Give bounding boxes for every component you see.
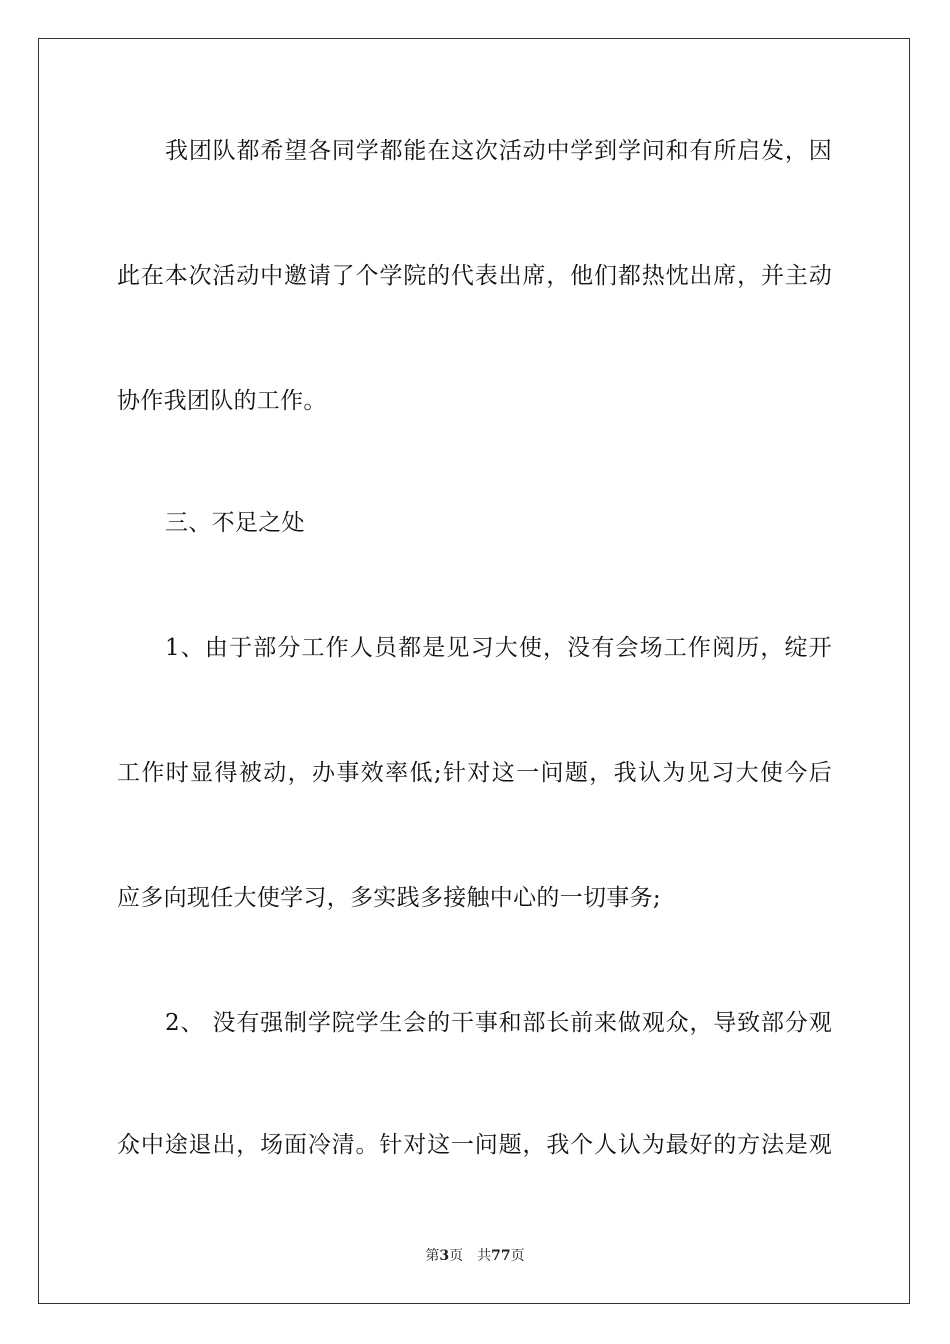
paragraph-2-line-2: 工作时显得被动，办事效率低;针对这一问题，我认为见习大使今后 — [117, 760, 832, 786]
paragraph-1-line-2: 此在本次活动中邀请了个学院的代表出席，他们都热忱出席，并主动 — [117, 263, 832, 289]
page-footer — [0, 1246, 950, 1266]
footer-page-suffix: 页 — [449, 1248, 464, 1264]
paragraph-3-line-2: 众中途退出，场面冷清。针对这一问题，我个人认为最好的方法是观 — [117, 1132, 832, 1158]
footer-page-prefix: 第 — [425, 1248, 440, 1264]
paragraph-1-line-3: 协作我团队的工作。 — [117, 388, 327, 414]
footer-total-suffix: 页 — [510, 1248, 525, 1264]
paragraph-3-line-1: 2、 没有强制学院学生会的干事和部长前来做观众，导致部分观 — [165, 1010, 832, 1036]
page-border — [38, 38, 910, 1304]
paragraph-1-line-1: 我团队都希望各同学都能在这次活动中学到学问和有所启发，因 — [165, 138, 832, 164]
section-heading: 三、不足之处 — [165, 510, 305, 536]
paragraph-2-line-1: 1、由于部分工作人员都是见习大使，没有会场工作阅历，绽开 — [165, 635, 832, 661]
footer-total-pages: 77 — [491, 1248, 511, 1264]
paragraph-2-line-3: 应多向现任大使学习，多实践多接触中心的一切事务; — [117, 885, 661, 911]
footer-page-number: 3 — [439, 1248, 450, 1264]
footer-total-prefix: 共 — [477, 1248, 492, 1264]
